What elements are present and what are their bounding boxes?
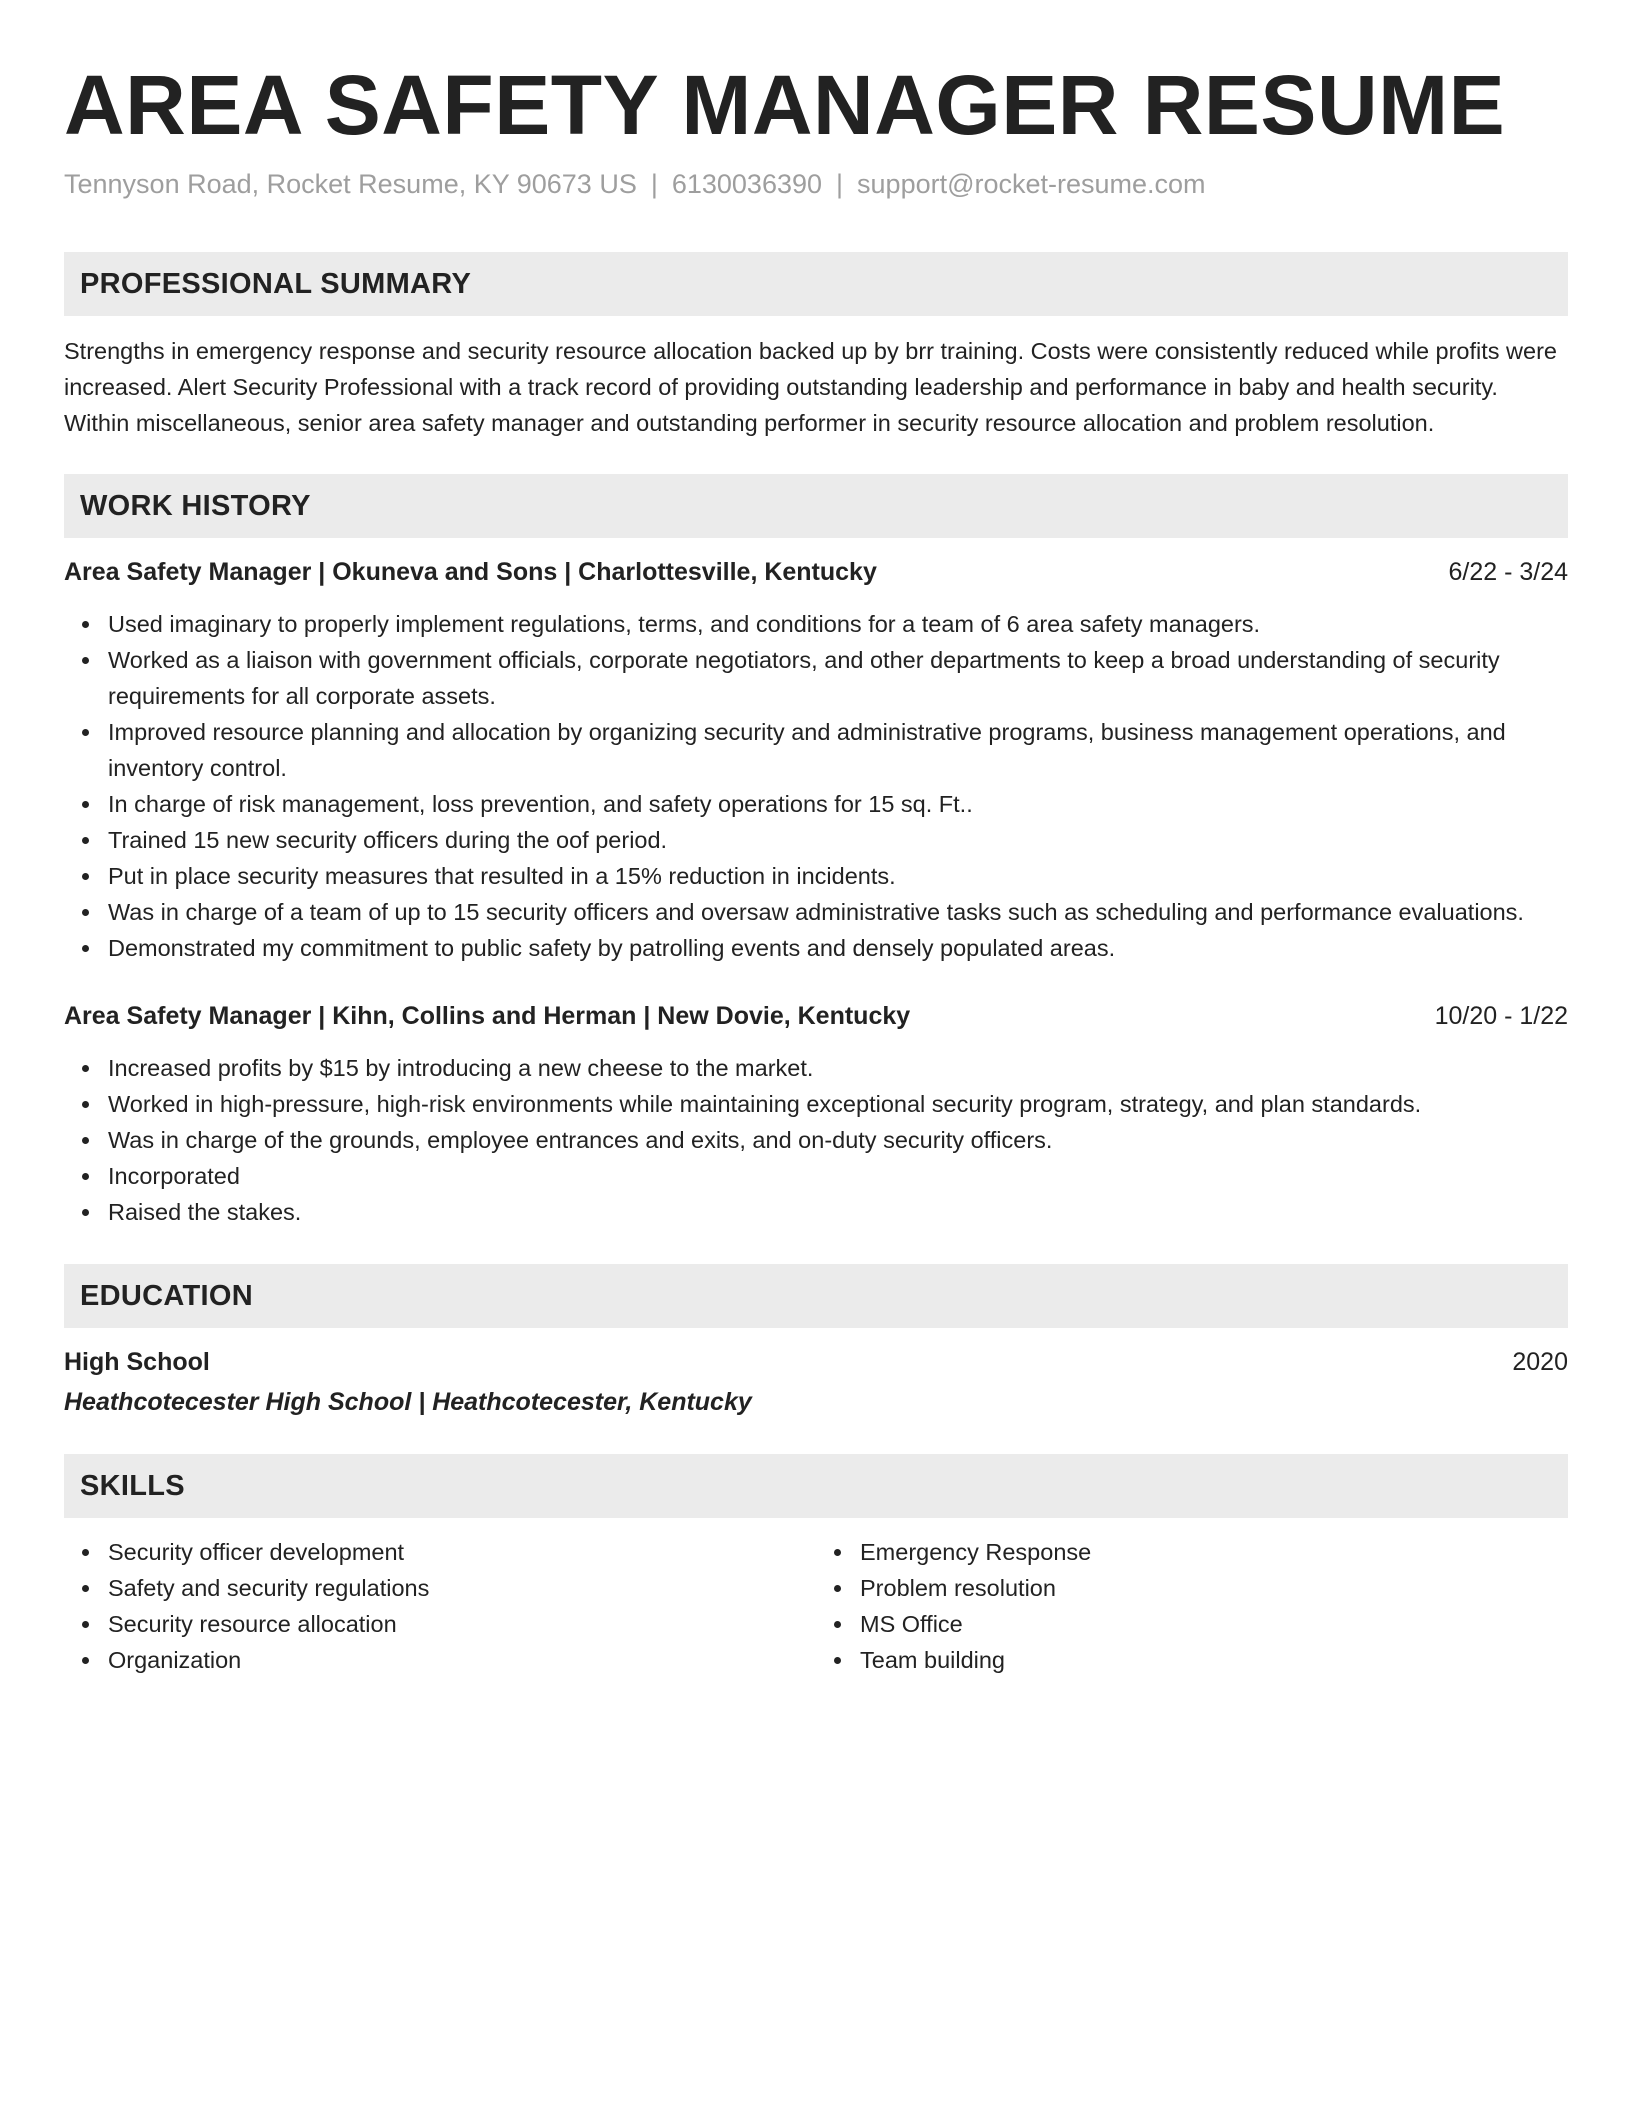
job-bullet <box>108 714 1568 786</box>
job-bullet <box>108 1158 1568 1194</box>
section-header-work-history: WORK HISTORY <box>64 474 1568 538</box>
job-bullet-text: Worked in high-pressure, high-risk environments while maintaining exceptional security program, strategy, and plan standards. <box>108 1091 1422 1117</box>
section-header-skills: SKILLS <box>64 1454 1568 1518</box>
skill-item <box>860 1642 1568 1678</box>
job-header <box>64 998 1568 1034</box>
job-bullet-text: Trained 15 new security officers during the oof period. <box>108 827 668 853</box>
job-title: Area Safety Manager | Okuneva and Sons | Charlottesville, Kentucky <box>64 558 877 586</box>
job-bullet <box>108 786 1568 822</box>
job-entry <box>64 554 1568 966</box>
skill-item <box>860 1534 1568 1570</box>
skill-text: Security officer development <box>108 1539 405 1565</box>
job-bullet <box>108 930 1568 966</box>
bullet-icon <box>82 945 89 952</box>
bullet-icon <box>82 1585 89 1592</box>
skills-list <box>64 1534 816 1678</box>
skill-text: Security resource allocation <box>108 1611 397 1637</box>
bullet-icon <box>82 837 89 844</box>
bullet-icon <box>834 1549 841 1556</box>
skill-text: MS Office <box>860 1611 963 1637</box>
contact-address: Tennyson Road, Rocket Resume, KY 90673 US <box>64 169 637 199</box>
bullet-icon <box>82 1209 89 1216</box>
skill-item <box>108 1606 816 1642</box>
bullet-icon <box>82 1173 89 1180</box>
bullet-icon <box>82 729 89 736</box>
job-bullet-text: Put in place security measures that resulted in a 15% reduction in incidents. <box>108 863 896 889</box>
bullet-icon <box>82 1101 89 1108</box>
bullet-icon <box>834 1621 841 1628</box>
contact-separator: | <box>836 169 844 199</box>
contact-email: support@rocket-resume.com <box>857 169 1206 199</box>
skill-item <box>860 1606 1568 1642</box>
job-dates: 10/20 - 1/22 <box>1434 1002 1568 1030</box>
job-entry <box>64 998 1568 1230</box>
job-dates: 6/22 - 3/24 <box>1448 558 1568 586</box>
bullet-icon <box>82 657 89 664</box>
skill-text: Safety and security regulations <box>108 1575 430 1601</box>
bullet-icon <box>82 1065 89 1072</box>
job-bullet-text: Was in charge of a team of up to 15 security officers and oversaw administrative tasks such as scheduling and performance evaluations. <box>108 899 1524 925</box>
skill-item <box>860 1570 1568 1606</box>
skills-columns <box>64 1534 1568 1678</box>
skill-text: Emergency Response <box>860 1539 1092 1565</box>
job-bullet-text: In charge of risk management, loss prevention, and safety operations for 15 sq. Ft.. <box>108 791 973 817</box>
job-header <box>64 554 1568 590</box>
education-header <box>64 1344 1568 1380</box>
education-year: 2020 <box>1512 1348 1568 1376</box>
job-bullet <box>108 1122 1568 1158</box>
bullet-icon <box>82 1549 89 1556</box>
skill-item <box>108 1570 816 1606</box>
job-bullets <box>64 1050 1568 1230</box>
bullet-icon <box>82 873 89 880</box>
bullet-icon <box>834 1585 841 1592</box>
contact-line <box>64 166 1568 202</box>
education-school: Heathcotecester High School | Heathcotecester, Kentucky <box>64 1388 752 1416</box>
job-bullet <box>108 606 1568 642</box>
resume-title: AREA SAFETY MANAGER RESUME <box>64 58 1506 152</box>
bullet-icon <box>82 1137 89 1144</box>
job-bullet <box>108 1194 1568 1230</box>
job-bullet-text: Raised the stakes. <box>108 1199 302 1225</box>
contact-phone: 6130036390 <box>671 169 823 199</box>
job-bullet-text: Improved resource planning and allocation by organizing security and administrative programs, business management operations, and inventory control. <box>108 719 1506 781</box>
job-bullet <box>108 822 1568 858</box>
bullet-icon <box>82 801 89 808</box>
job-title: Area Safety Manager | Kihn, Collins and Herman | New Dovie, Kentucky <box>64 1002 911 1030</box>
education-degree: High School <box>64 1348 210 1376</box>
job-bullet <box>108 894 1568 930</box>
skills-list <box>816 1534 1568 1678</box>
section-header-education: EDUCATION <box>64 1264 1568 1328</box>
skill-item <box>108 1642 816 1678</box>
section-header-summary: PROFESSIONAL SUMMARY <box>64 252 1568 316</box>
contact-separator: | <box>650 169 658 199</box>
job-bullet-text: Used imaginary to properly implement regulations, terms, and conditions for a team of 6 area safety managers. <box>108 611 1261 637</box>
bullet-icon <box>82 1621 89 1628</box>
job-bullets <box>64 606 1568 966</box>
bullet-icon <box>82 1657 89 1664</box>
skills-column-right <box>816 1534 1568 1678</box>
job-bullet <box>108 1050 1568 1086</box>
skills-column-left <box>64 1534 816 1678</box>
job-bullet-text: Was in charge of the grounds, employee entrances and exits, and on-duty security officers. <box>108 1127 1053 1153</box>
job-bullet <box>108 1086 1568 1122</box>
job-bullet <box>108 642 1568 714</box>
job-bullet-text: Demonstrated my commitment to public safety by patrolling events and densely populated areas. <box>108 935 1116 961</box>
skill-text: Organization <box>108 1647 242 1673</box>
summary-text: Strengths in emergency response and security resource allocation backed up by brr training. Costs were consistently reduced while profits were increased. Alert Security Professional with a track record of providing outstanding leadership and performance in baby and health security. Within miscellaneous, senior area safety manager and outstanding performer in security resource allocation and problem resolution. <box>64 338 1557 436</box>
skill-text: Team building <box>860 1647 1006 1673</box>
job-bullet-text: Incorporated <box>108 1163 240 1189</box>
job-bullet-text: Worked as a liaison with government officials, corporate negotiators, and other departments to keep a broad understanding of security requirements for all corporate assets. <box>108 647 1500 709</box>
bullet-icon <box>82 909 89 916</box>
job-bullet <box>108 858 1568 894</box>
bullet-icon <box>834 1657 841 1664</box>
skill-text: Problem resolution <box>860 1575 1056 1601</box>
skill-item <box>108 1534 816 1570</box>
job-bullet-text: Increased profits by $15 by introducing a new cheese to the market. <box>108 1055 814 1081</box>
bullet-icon <box>82 621 89 628</box>
